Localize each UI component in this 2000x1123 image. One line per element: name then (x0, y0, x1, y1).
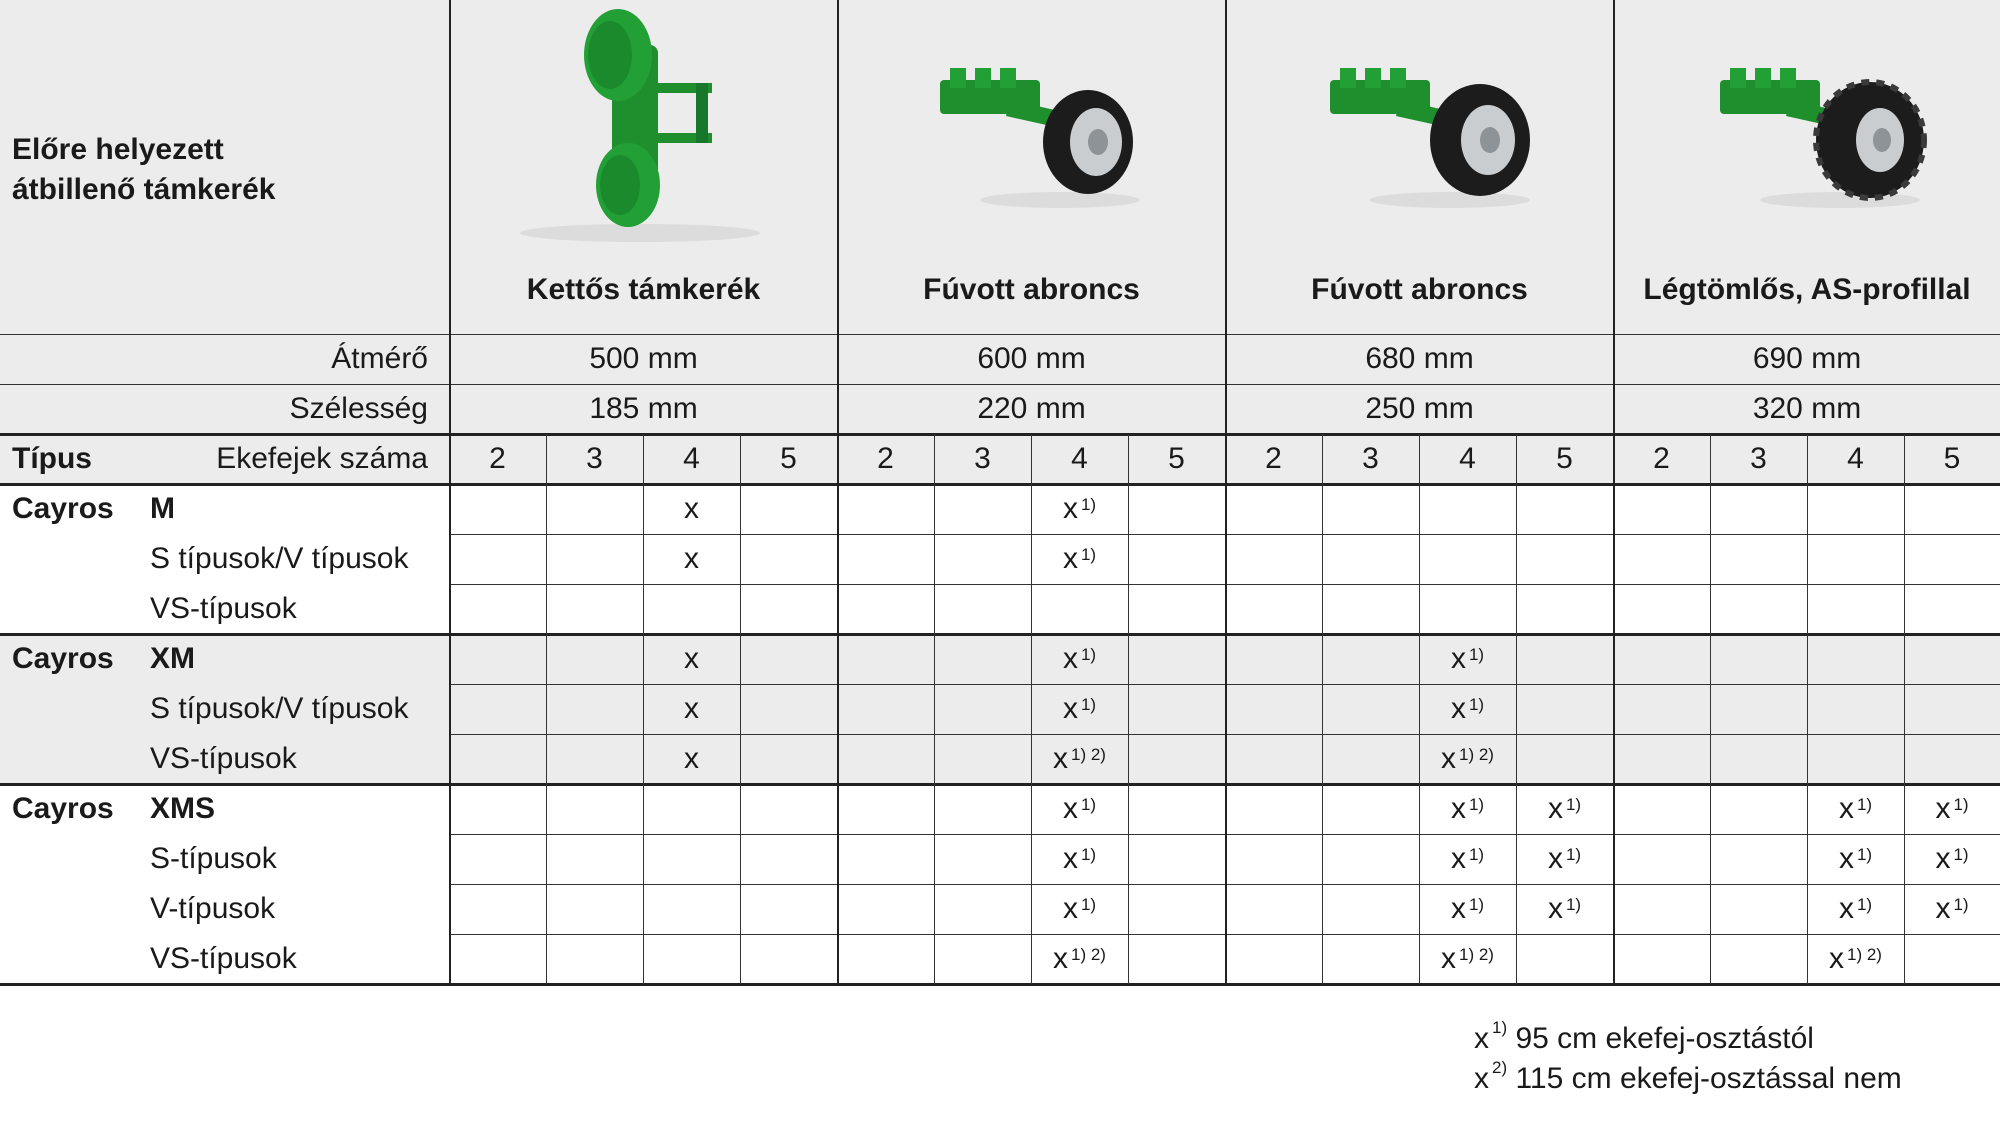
mark-footnote-ref: 1) (1856, 895, 1873, 914)
row-label: XMS (150, 792, 216, 825)
compat-mark (643, 634, 740, 684)
footnote-1-text: 95 cm ekefej-osztástól (1515, 1022, 1814, 1055)
mark-footnote-ref: 1) (1953, 795, 1969, 814)
compat-mark (1807, 884, 1904, 934)
mark-footnote-ref: 1) (1080, 645, 1097, 664)
body-count-1: 2 (489, 442, 506, 475)
compat-mark (643, 734, 740, 784)
body-count-13: 2 (1653, 442, 1670, 475)
diameter-label: Átmérő (331, 342, 428, 375)
option-2-width: 220 mm (977, 392, 1086, 425)
compat-mark (1031, 884, 1128, 934)
column-divider (546, 434, 547, 984)
mark-x: x (1450, 642, 1466, 675)
footnote-2 (1474, 1058, 1902, 1096)
compat-mark (1031, 484, 1128, 534)
row-label: V-típusok (150, 892, 276, 925)
compat-mark (1516, 784, 1613, 834)
compat-mark (1419, 834, 1516, 884)
body-count-11: 4 (1459, 442, 1476, 475)
body-count-12: 5 (1556, 442, 1573, 475)
table-title-line2: átbillenő támkerék (12, 173, 276, 206)
body-count-7: 4 (1071, 442, 1088, 475)
mark-x: x (1062, 692, 1078, 725)
column-divider (1710, 434, 1711, 984)
compat-mark (1516, 884, 1613, 934)
mark-footnote-ref: 1) (1565, 845, 1582, 864)
inflated-tyre-wheel-icon (1310, 50, 1540, 210)
group-divider (0, 483, 2000, 486)
footnote-2-text: 115 cm ekefej-osztással nem (1515, 1062, 1902, 1095)
mark-footnote-ref: 1) 2) (1071, 945, 1106, 964)
compat-mark (1031, 934, 1128, 984)
mark-footnote-ref: 1) (1953, 845, 1969, 864)
compat-mark (1904, 784, 2000, 834)
option-1-name: Kettős támkerék (526, 273, 761, 306)
mark-footnote-ref: 1) (1080, 845, 1097, 864)
mark-footnote-ref: 1) (1468, 845, 1485, 864)
mark-x: x (1062, 892, 1078, 925)
mark-x: x (1935, 792, 1951, 825)
header-bottom-rule (0, 433, 2000, 436)
column-divider (643, 434, 644, 984)
mark-footnote-ref: 1) (1565, 895, 1582, 914)
row-label: VS-típusok (150, 592, 297, 625)
column-divider (1904, 434, 1905, 984)
mark-footnote-ref: 1) (1468, 645, 1485, 664)
option-2-diameter: 600 mm (977, 342, 1086, 375)
mark-x: x (1062, 792, 1078, 825)
table-bottom-rule (0, 983, 2000, 986)
mark-footnote-ref: 1) (1468, 795, 1485, 814)
compat-mark (1419, 934, 1516, 984)
compat-mark (1031, 834, 1128, 884)
mark-x: x (684, 542, 699, 575)
column-divider (1419, 434, 1420, 984)
compat-mark (1807, 784, 1904, 834)
option-2-name: Fúvott abroncs (923, 273, 1140, 306)
body-count-3: 4 (683, 442, 700, 475)
row-label: XM (150, 642, 195, 675)
mark-x: x (684, 692, 699, 725)
option-divider (837, 0, 839, 984)
compat-mark (1807, 934, 1904, 984)
mark-footnote-ref: 1) 2) (1459, 945, 1494, 964)
compat-mark (1031, 534, 1128, 584)
footnote-2-mark: x (1474, 1062, 1489, 1095)
width-label: Szélesség (289, 392, 428, 425)
mark-x: x (1441, 742, 1457, 775)
group-1-brand: Cayros (12, 492, 114, 525)
group-divider (0, 783, 2000, 786)
mark-x: x (1450, 692, 1466, 725)
column-divider (1031, 434, 1032, 984)
option-4-width: 320 mm (1752, 392, 1862, 425)
mark-x: x (1053, 942, 1069, 975)
body-count-16: 5 (1943, 442, 1961, 475)
body-count-2: 3 (586, 442, 603, 475)
row-label: M (150, 492, 175, 525)
mark-x: x (1450, 792, 1466, 825)
option-divider (1225, 0, 1227, 984)
option-divider (1613, 0, 1615, 984)
mark-footnote-ref: 1) (1953, 895, 1969, 914)
bodies-count-header: Ekefejek száma (216, 442, 428, 475)
column-divider (934, 434, 935, 984)
compat-mark (1904, 834, 2000, 884)
option-4-name: Légtömlős, AS-profillal (1643, 273, 1971, 306)
option-3-name: Fúvott abroncs (1311, 273, 1528, 306)
mark-x: x (1062, 542, 1078, 575)
body-count-9: 2 (1265, 442, 1282, 475)
footnote-1 (1474, 1018, 1814, 1056)
mark-x: x (1450, 892, 1466, 925)
mark-x: x (684, 492, 699, 525)
row-divider (0, 384, 2000, 385)
mark-x: x (1935, 892, 1951, 925)
column-divider (1807, 434, 1808, 984)
option-1-width: 185 mm (589, 392, 698, 425)
body-count-10: 3 (1362, 442, 1379, 475)
row-label: S típusok/V típusok (150, 692, 409, 725)
option-3-diameter: 680 mm (1365, 342, 1474, 375)
footnote-1-mark: x (1474, 1022, 1489, 1055)
compat-mark (1031, 684, 1128, 734)
mark-footnote-ref: 1) (1565, 795, 1582, 814)
column-divider (1516, 434, 1517, 984)
mark-footnote-ref: 1) (1080, 795, 1097, 814)
double-support-wheel-icon (500, 5, 790, 245)
compat-mark (1419, 684, 1516, 734)
mark-x: x (1547, 792, 1563, 825)
mark-x: x (1838, 842, 1854, 875)
compat-mark (1031, 784, 1128, 834)
mark-x: x (1547, 892, 1563, 925)
inflated-tyre-wheel-icon (920, 50, 1150, 210)
compat-mark (1807, 834, 1904, 884)
row-label: VS-típusok (150, 742, 297, 775)
group-divider (0, 633, 2000, 636)
mark-x: x (1935, 842, 1951, 875)
mark-footnote-ref: 1) (1468, 695, 1485, 714)
body-count-14: 3 (1750, 442, 1767, 475)
row-label: S-típusok (150, 842, 277, 875)
footnote-1-sup: 1) (1492, 1018, 1508, 1037)
row-divider (0, 334, 2000, 335)
mark-x: x (1838, 792, 1854, 825)
body-count-15: 4 (1847, 442, 1864, 475)
compat-mark (1419, 784, 1516, 834)
body-count-8: 5 (1168, 442, 1185, 475)
column-divider (1322, 434, 1323, 984)
mark-x: x (684, 742, 699, 775)
option-divider (449, 0, 451, 984)
group-2-brand: Cayros (12, 642, 114, 675)
group-3-brand: Cayros (12, 792, 114, 825)
mark-x: x (1441, 942, 1457, 975)
row-label: VS-típusok (150, 942, 297, 975)
mark-x: x (1062, 842, 1078, 875)
option-4-diameter: 690 mm (1752, 342, 1862, 375)
option-1-diameter: 500 mm (589, 342, 698, 375)
compat-mark (1031, 734, 1128, 784)
mark-footnote-ref: 1) (1080, 545, 1097, 564)
mark-footnote-ref: 1) (1856, 795, 1873, 814)
compat-mark (1419, 634, 1516, 684)
mark-x: x (1838, 892, 1854, 925)
mark-x: x (1053, 742, 1069, 775)
row-label: S típusok/V típusok (150, 542, 409, 575)
table-title-line1: Előre helyezett (12, 133, 224, 166)
body-count-4: 5 (780, 442, 797, 475)
column-divider (1128, 434, 1129, 984)
compat-mark (643, 534, 740, 584)
compat-mark (643, 484, 740, 534)
type-column-header: Típus (12, 442, 92, 475)
footnote-2-sup: 2) (1492, 1058, 1508, 1077)
compat-mark (1904, 884, 2000, 934)
compat-mark (1031, 634, 1128, 684)
mark-x: x (1829, 942, 1845, 975)
compat-mark (1419, 734, 1516, 784)
mark-x: x (1450, 842, 1466, 875)
body-count-5: 2 (877, 442, 894, 475)
mark-footnote-ref: 1) (1468, 895, 1485, 914)
body-count-6: 3 (974, 442, 991, 475)
compat-mark (643, 684, 740, 734)
mark-x: x (1062, 492, 1078, 525)
mark-x: x (1062, 642, 1078, 675)
mark-footnote-ref: 1) 2) (1071, 745, 1106, 764)
mark-footnote-ref: 1) 2) (1459, 745, 1494, 764)
option-3-width: 250 mm (1365, 392, 1474, 425)
mark-footnote-ref: 1) 2) (1847, 945, 1882, 964)
mark-footnote-ref: 1) (1080, 895, 1097, 914)
mark-x: x (684, 642, 699, 675)
compat-mark (1419, 884, 1516, 934)
mark-footnote-ref: 1) (1856, 845, 1873, 864)
mark-x: x (1547, 842, 1563, 875)
mark-footnote-ref: 1) (1080, 695, 1097, 714)
compat-mark (1516, 834, 1613, 884)
as-profile-tyre-wheel-icon (1700, 50, 1930, 210)
mark-footnote-ref: 1) (1080, 495, 1097, 514)
column-divider (740, 434, 741, 984)
